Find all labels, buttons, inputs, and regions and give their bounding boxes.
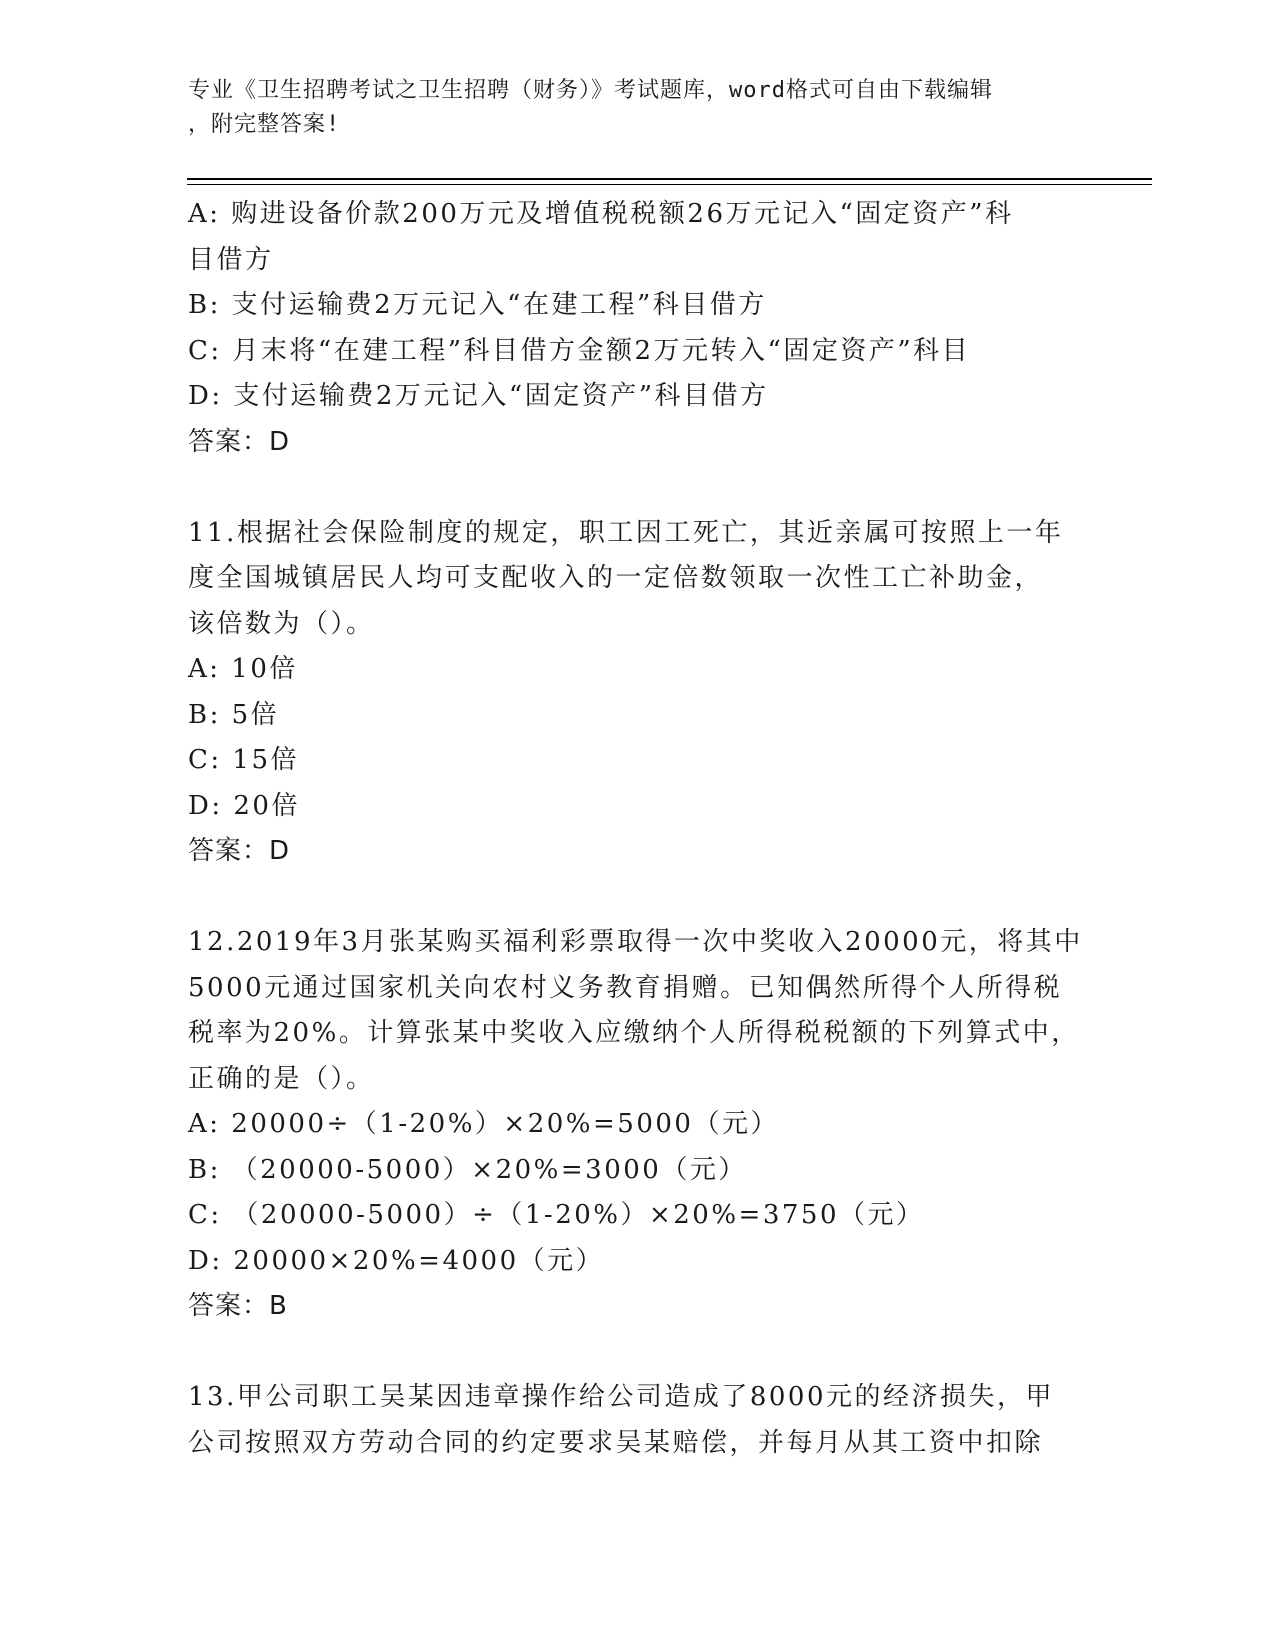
header-line-2: ，附完整答案!	[188, 112, 341, 137]
header-rule-thin	[187, 184, 1152, 185]
option-a-line-1: A: 购进设备价款200万元及增值税税额26万元记入“固定资产”科	[188, 199, 1014, 229]
header-line-1: 专业《卫生招聘考试之卫生招聘（财务）》考试题库，word格式可自由下载编辑	[188, 78, 993, 103]
answer-label: 答案：D	[188, 836, 291, 866]
question-content	[188, 192, 1088, 1466]
question-stem-line: 12.2019年3月张某购买福利彩票取得一次中奖收入20000元，将其中	[188, 927, 1083, 957]
header-rule-thick	[187, 178, 1152, 180]
option-b: B: 支付运输费2万元记入“在建工程”科目借方	[188, 290, 767, 320]
question-stem-line: 11.根据社会保险制度的规定，职工因工死亡，其近亲属可按照上一年	[188, 517, 1064, 548]
option-b: B: （20000-5000）×20%=3000（元）	[188, 1154, 747, 1185]
option-a-line-2: 目借方	[188, 244, 274, 275]
option-d: D: 支付运输费2万元记入“固定资产”科目借方	[188, 381, 769, 411]
option-c: C: 15倍	[188, 745, 300, 775]
spacer	[188, 875, 1088, 921]
option-c: C: 月末将“在建工程”科目借方金额2万元转入“固定资产”科目	[188, 335, 971, 366]
question-12	[188, 920, 1088, 1330]
question-10-options	[188, 192, 1088, 465]
question-stem-line: 13.甲公司职工吴某因违章操作给公司造成了8000元的经济损失，甲	[188, 1382, 1055, 1412]
question-stem-line: 公司按照双方劳动合同的约定要求吴某赔偿，并每月从其工资中扣除	[188, 1427, 1044, 1458]
question-11	[188, 511, 1088, 875]
question-stem-line: 该倍数为（）。	[188, 608, 375, 639]
question-stem-line: 度全国城镇居民人均可支配收入的一定倍数领取一次性工亡补助金，	[188, 563, 1044, 593]
spacer	[188, 1330, 1088, 1376]
answer-label: 答案：D	[188, 426, 291, 457]
option-c: C: （20000-5000）÷（1-20%）×20%=3750（元）	[188, 1200, 925, 1230]
option-a: A: 10倍	[188, 654, 298, 684]
option-d: D: 20000×20%=4000（元）	[188, 1245, 605, 1276]
question-stem-line: 正确的是（）。	[188, 1063, 375, 1094]
question-stem-line: 税率为20%。计算张某中奖收入应缴纳个人所得税税额的下列算式中，	[188, 1018, 1080, 1048]
question-stem-line: 5000元通过国家机关向农村义务教育捐赠。已知偶然所得个人所得税	[188, 972, 1063, 1003]
answer-label: 答案：B	[188, 1291, 288, 1321]
option-a: A: 20000÷（1-20%）×20%=5000（元）	[188, 1109, 779, 1139]
document-header	[188, 74, 1088, 142]
spacer	[188, 465, 1088, 511]
question-13	[188, 1375, 1088, 1466]
option-b: B: 5倍	[188, 699, 280, 730]
option-d: D: 20倍	[188, 790, 300, 821]
